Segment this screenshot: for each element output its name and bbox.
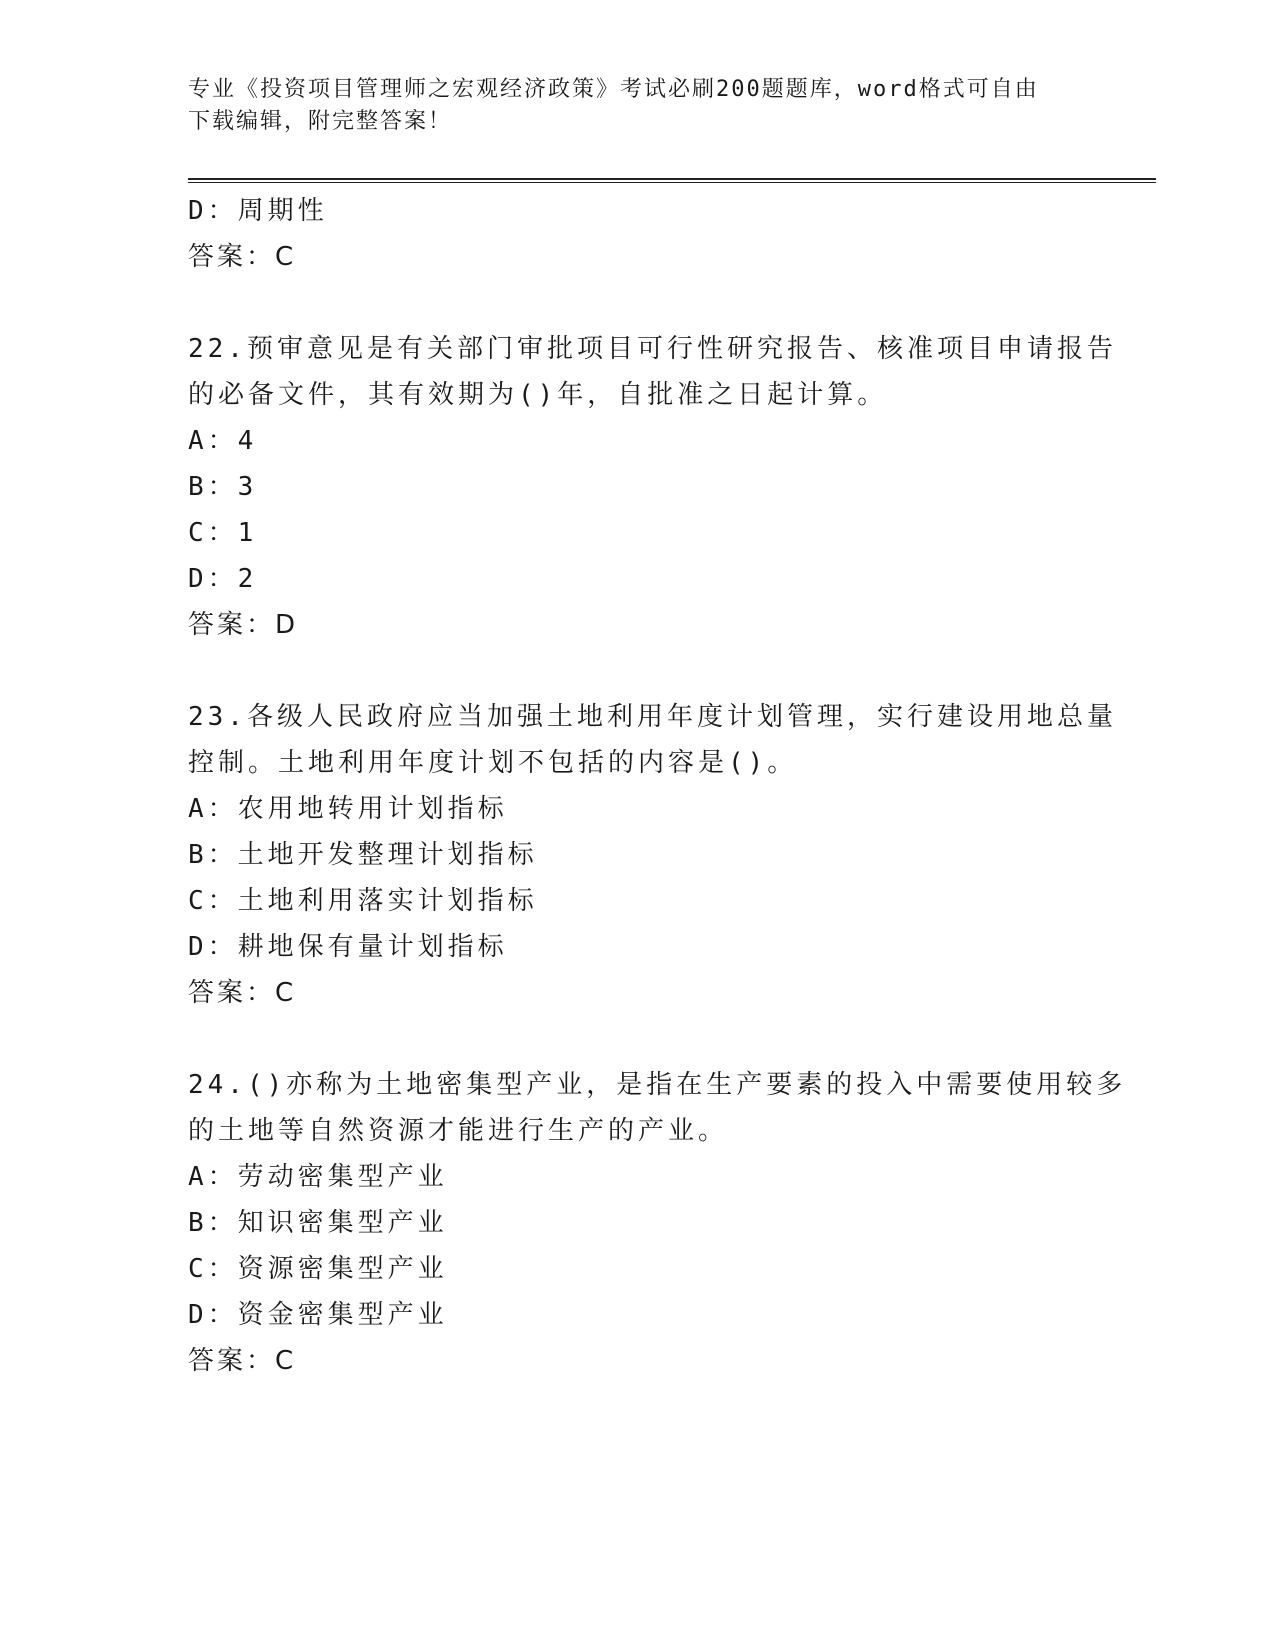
option-d: D：资金密集型产业 — [188, 1300, 448, 1330]
question-23 — [188, 694, 1117, 1016]
header-line-1: 专业《投资项目管理师之宏观经济政策》考试必刷200题题库，word格式可自由 — [188, 77, 1039, 102]
option-d: D：2 — [188, 564, 258, 594]
answer: 答案：C — [188, 978, 297, 1008]
prev-option-d: D：周期性 — [188, 196, 328, 226]
spacer — [188, 280, 1088, 326]
spacer — [188, 648, 1088, 694]
option-b: B：知识密集型产业 — [188, 1208, 448, 1238]
document-header — [188, 74, 1088, 138]
question-stem-line-1: 24.()亦称为土地密集型产业，是指在生产要素的投入中需要使用较多 — [188, 1070, 1127, 1100]
answer: 答案：C — [188, 1346, 297, 1376]
question-list — [188, 188, 1127, 1384]
option-a: A：农用地转用计划指标 — [188, 794, 508, 824]
question-stem-line-1: 23.各级人民政府应当加强土地利用年度计划管理，实行建设用地总量 — [188, 702, 1117, 732]
option-b: B：土地开发整理计划指标 — [188, 840, 538, 870]
header-line-2: 下载编辑，附完整答案！ — [188, 109, 453, 134]
header-divider — [188, 178, 1156, 183]
question-stem-line-2: 的必备文件，其有效期为()年，自批准之日起计算。 — [188, 380, 888, 410]
option-c: C：1 — [188, 518, 258, 548]
option-d: D：耕地保有量计划指标 — [188, 932, 508, 962]
question-24 — [188, 1062, 1127, 1384]
prev-answer: 答案：C — [188, 242, 297, 272]
option-a: A：4 — [188, 426, 258, 456]
option-b: B：3 — [188, 472, 258, 502]
question-stem-line-1: 22.预审意见是有关部门审批项目可行性研究报告、核准项目申请报告 — [188, 334, 1117, 364]
answer: 答案：D — [188, 610, 299, 640]
option-c: C：土地利用落实计划指标 — [188, 886, 538, 916]
option-a: A：劳动密集型产业 — [188, 1162, 448, 1192]
question-22 — [188, 326, 1117, 648]
option-c: C：资源密集型产业 — [188, 1254, 448, 1284]
question-stem-line-2: 控制。土地利用年度计划不包括的内容是()。 — [188, 748, 798, 778]
spacer — [188, 1016, 1088, 1062]
question-stem-line-2: 的土地等自然资源才能进行生产的产业。 — [188, 1116, 729, 1146]
